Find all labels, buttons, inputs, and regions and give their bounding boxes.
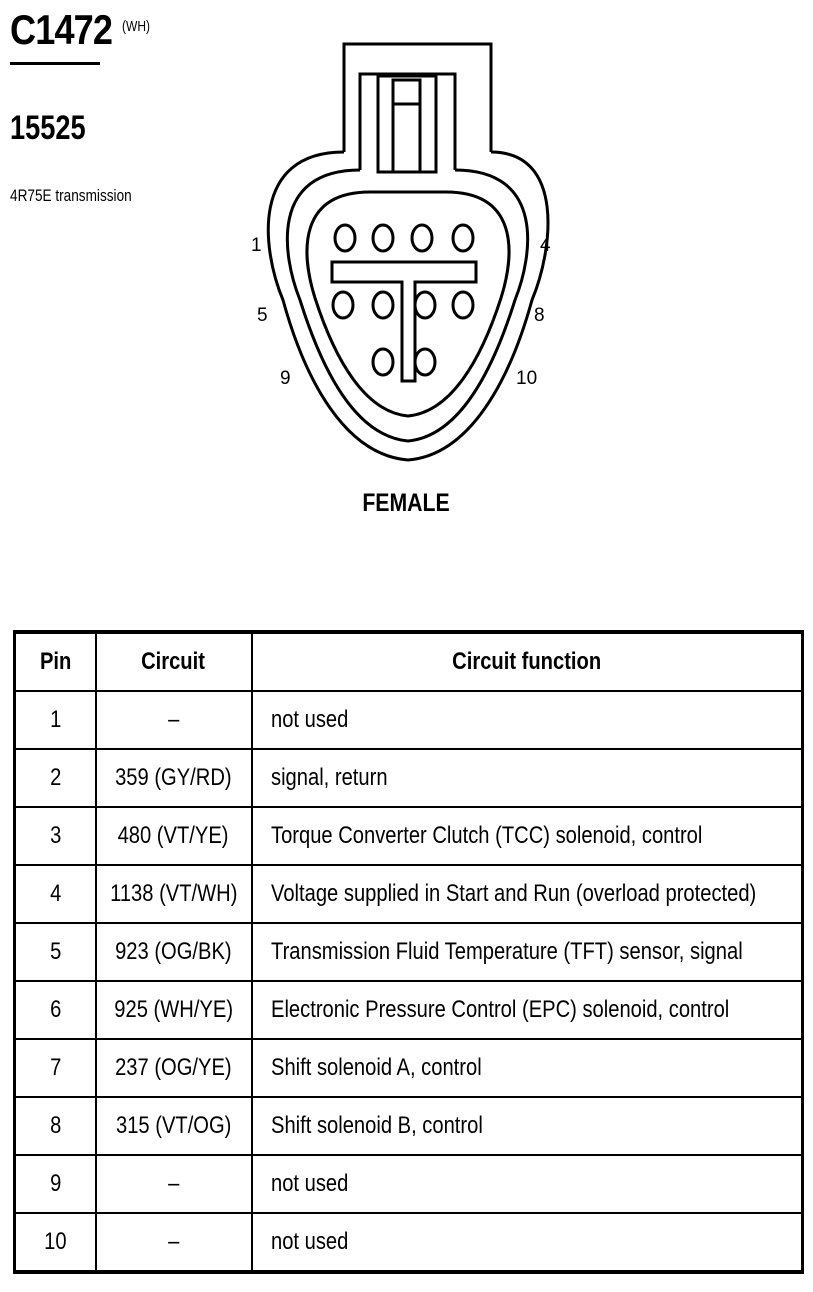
cell-function: signal, return	[252, 749, 803, 807]
table-row	[15, 691, 803, 749]
housing-outer	[268, 152, 548, 460]
cell-function: Shift solenoid A, control	[252, 1039, 803, 1097]
pin-cavity-7	[415, 292, 435, 318]
cell-pin: 3	[15, 807, 96, 865]
table-row	[15, 1039, 803, 1097]
pin-cavity-9	[373, 349, 393, 375]
header-function: Circuit function	[252, 632, 803, 691]
cell-pin: 6	[15, 981, 96, 1039]
color-code: (WH)	[122, 18, 150, 35]
pin-label-10: 10	[516, 368, 538, 389]
cell-circuit: –	[96, 1213, 252, 1272]
cell-function: Transmission Fluid Temperature (TFT) sensor, signal	[252, 923, 803, 981]
pin-cavity-5	[333, 292, 353, 318]
table-row	[15, 981, 803, 1039]
cell-circuit: 480 (VT/YE)	[96, 807, 252, 865]
table-row	[15, 865, 803, 923]
pin-label-4: 4	[540, 235, 551, 256]
pinout-table	[13, 630, 804, 1274]
cell-circuit: 315 (VT/OG)	[96, 1097, 252, 1155]
cell-function: not used	[252, 691, 803, 749]
pin-cavity-6	[373, 292, 393, 318]
cell-pin: 2	[15, 749, 96, 807]
table-row	[15, 749, 803, 807]
cell-pin: 8	[15, 1097, 96, 1155]
cell-circuit: 1138 (VT/WH)	[96, 865, 252, 923]
cell-circuit: –	[96, 691, 252, 749]
t-key	[332, 262, 476, 381]
cell-circuit: –	[96, 1155, 252, 1213]
pin-cavity-4	[453, 225, 473, 251]
connector-id: C1472	[10, 6, 113, 53]
cell-pin: 5	[15, 923, 96, 981]
table-row	[15, 807, 803, 865]
connector-face-diagram	[240, 38, 580, 528]
cell-circuit: 923 (OG/BK)	[96, 923, 252, 981]
application-label: 4R75E transmission	[10, 186, 132, 205]
pin-cavity-2	[373, 225, 393, 251]
cell-pin: 10	[15, 1213, 96, 1272]
table-row	[15, 1155, 803, 1213]
connector-id-underline	[10, 62, 100, 65]
cell-function: not used	[252, 1213, 803, 1272]
cell-function: Voltage supplied in Start and Run (overload protected)	[252, 865, 803, 923]
pin-label-5: 5	[257, 305, 268, 326]
gender-label: FEMALE	[362, 488, 450, 517]
latch-tab-slot	[393, 80, 420, 172]
cell-function: Shift solenoid B, control	[252, 1097, 803, 1155]
pin-cavity-8	[453, 292, 473, 318]
cell-function: Electronic Pressure Control (EPC) solenoid, control	[252, 981, 803, 1039]
table-row	[15, 1213, 803, 1272]
cell-function: Torque Converter Clutch (TCC) solenoid, control	[252, 807, 803, 865]
pin-cavity-1	[335, 225, 355, 251]
part-number: 15525	[10, 109, 86, 147]
table-row	[15, 923, 803, 981]
header-circuit: Circuit	[96, 632, 252, 691]
header-pin: Pin	[15, 632, 96, 691]
cell-function: not used	[252, 1155, 803, 1213]
pin-label-1: 1	[251, 235, 262, 256]
cell-pin: 4	[15, 865, 96, 923]
table-row	[15, 1097, 803, 1155]
latch-inner	[360, 74, 455, 170]
pin-label-8: 8	[534, 305, 545, 326]
table-header-row	[15, 632, 803, 691]
pin-cavity-10	[415, 349, 435, 375]
cell-circuit: 359 (GY/RD)	[96, 749, 252, 807]
cell-pin: 9	[15, 1155, 96, 1213]
pin-label-9: 9	[280, 368, 291, 389]
cell-pin: 7	[15, 1039, 96, 1097]
cell-circuit: 237 (OG/YE)	[96, 1039, 252, 1097]
latch-tab	[378, 76, 436, 172]
pin-cavity-3	[412, 225, 432, 251]
latch-outer	[344, 44, 491, 152]
cell-circuit: 925 (WH/YE)	[96, 981, 252, 1039]
cell-pin: 1	[15, 691, 96, 749]
